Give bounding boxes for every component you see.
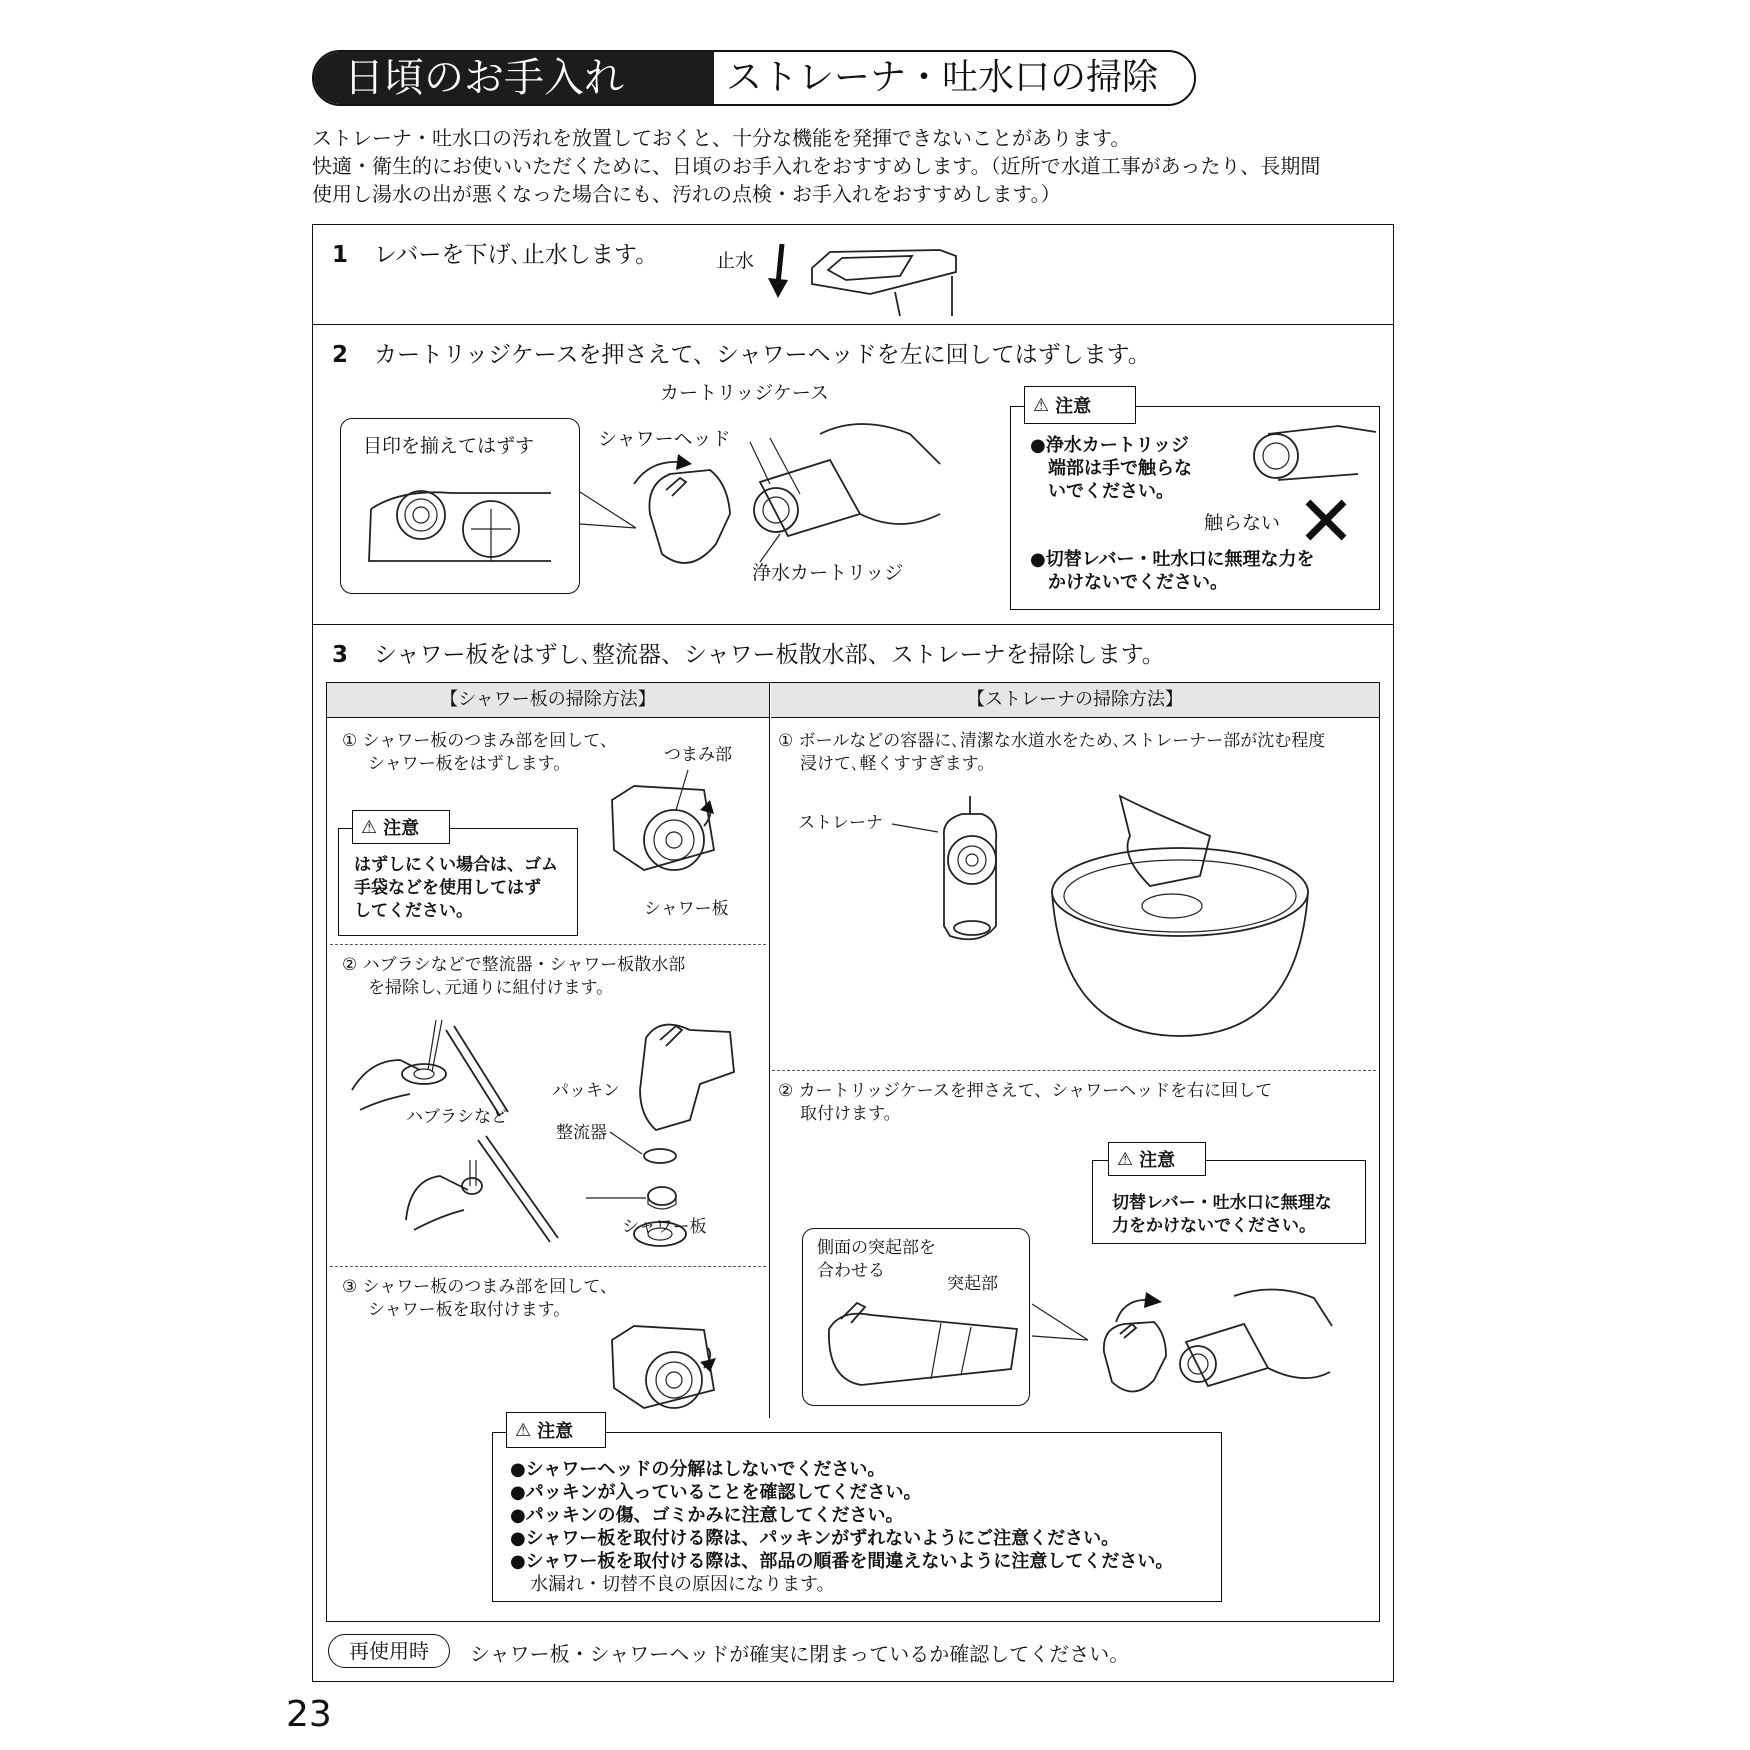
cross-mark-icon: [1304, 498, 1348, 542]
page-title-banner: [312, 50, 1196, 106]
caution-title: 注意: [1055, 396, 1092, 417]
step-number: 1: [332, 242, 349, 268]
cartridge-end-icon: [1248, 424, 1378, 484]
caution-title: 注意: [383, 818, 420, 839]
align-marks-callout: [340, 418, 580, 594]
shower-plate-label: シャワー板: [644, 899, 729, 919]
stop-water-label: 止水: [716, 250, 755, 272]
caution-line: 力をかけないでください。: [1112, 1216, 1316, 1236]
rectifier-label: 整流器: [556, 1123, 607, 1143]
callout-text: [817, 1237, 936, 1283]
dashed-divider: [330, 944, 766, 945]
caution-line: ●浄水カートリッジ: [1030, 435, 1189, 456]
strainer-rinse-bowl-illustration: [890, 796, 1310, 1046]
text-line: 取付けます。: [800, 1104, 901, 1124]
dashed-divider: [330, 1266, 766, 1267]
warning-triangle-icon: ⚠: [1033, 394, 1050, 416]
text-line: シャワー板を取付けます。: [368, 1300, 571, 1320]
title-main: 日頃のお手入れ: [314, 52, 714, 104]
caution-line: 手袋などを使用してはず: [354, 878, 541, 898]
step-number: 3: [332, 642, 349, 668]
caution-line: ●切替レバー・吐水口に無理な力を: [1030, 549, 1315, 570]
caution-line: ●シャワー板を取付ける際は、部品の順番を間違えないように注意してください。: [510, 1551, 1174, 1572]
caution-tab: [1024, 386, 1136, 424]
callout-line: 側面の突起部を: [817, 1238, 936, 1258]
text-line: ② ハブラシなどで整流器・シャワー板散水部: [342, 955, 686, 975]
dashed-divider: [772, 1070, 1376, 1071]
shower-head-closeup-icon: [361, 469, 561, 579]
shower-plate-label: シャワー板: [622, 1217, 707, 1237]
caution-tab: [506, 1412, 606, 1448]
text-line: ② カートリッジケースを押さえて、シャワーヘッドを右に回して: [778, 1081, 1273, 1101]
caution-line: ●パッキンが入っていることを確認してください。: [510, 1482, 922, 1503]
bottom-caution-text: [510, 1458, 1173, 1596]
title-sub: ストレーナ・吐水口の掃除: [726, 57, 1159, 98]
right-step-1: [778, 730, 1325, 776]
caution-text: [1112, 1192, 1332, 1238]
caution-line: ●シャワー板を取付ける際は、パッキンがずれないようにご注意ください。: [510, 1528, 1120, 1549]
shower-head-label: シャワーヘッド: [598, 428, 731, 450]
right-column-header: 【ストレーナの掃除方法】: [771, 683, 1379, 718]
protrusion-label: 突起部: [947, 1274, 998, 1294]
shower-head-removal-illustration: [620, 404, 950, 584]
warning-triangle-icon: ⚠: [1117, 1148, 1134, 1170]
divider: [312, 324, 1394, 325]
caution-text: [1030, 548, 1314, 594]
packing-label: パッキン: [552, 1081, 620, 1101]
step3-text: [332, 636, 1165, 669]
caution-tab: [352, 810, 450, 844]
step-number: 2: [332, 342, 349, 368]
caution-line: ●パッキンの傷、ゴミかみに注意してください。: [510, 1505, 904, 1526]
caution-line: ●シャワーヘッドの分解はしないでください。: [510, 1459, 886, 1480]
shower-head-side-icon: [821, 1299, 1021, 1399]
warning-triangle-icon: ⚠: [515, 1419, 532, 1441]
text-line: を掃除し､元通りに組付けます。: [368, 978, 614, 998]
callout-line: 合わせる: [817, 1261, 885, 1281]
caution-text: [1030, 434, 1192, 503]
caution-title: 注意: [537, 1421, 574, 1442]
knob-label: つまみ部: [664, 745, 732, 765]
caution-line: 端部は手で触らな: [1048, 458, 1192, 479]
shower-head-attach-illustration: [1094, 1272, 1334, 1412]
protrusion-callout: [802, 1228, 1030, 1406]
step-text: カートリッジケースを押さえて、シャワーヘッドを左に回してはずします。: [374, 342, 1151, 368]
right-step-2: [778, 1080, 1272, 1126]
callout-text: 目印を揃えてはずす: [363, 435, 535, 457]
column-divider: [769, 683, 770, 717]
strainer-label: ストレーナ: [798, 813, 883, 833]
text-line: ① ボールなどの容器に､清潔な水道水をため､ストレーナー部が沈む程度: [778, 731, 1326, 751]
text-line: ① シャワー板のつまみ部を回して、: [342, 731, 617, 751]
cartridge-case-label: カートリッジケース: [660, 382, 829, 404]
text-line: シャワー板をはずします。: [368, 754, 571, 774]
page-number: 23: [286, 1694, 332, 1735]
shower-plate-attach-illustration: [604, 1312, 754, 1422]
text-line: ③ シャワー板のつまみ部を回して、: [342, 1277, 617, 1297]
cartridge-label: 浄水カートリッジ: [752, 562, 904, 584]
left-step-2: [342, 954, 685, 1000]
intro-line: 使用し湯水の出が悪くなった場合にも、汚れの点検・お手入れをおすすめします。）: [312, 182, 1061, 206]
caution-tab: [1108, 1142, 1206, 1176]
warning-triangle-icon: ⚠: [361, 816, 378, 838]
left-step-3: [342, 1276, 617, 1322]
caution-line: いでください。: [1048, 481, 1174, 502]
caution-title: 注意: [1139, 1150, 1176, 1171]
caution-line: かけないでください。: [1048, 572, 1228, 593]
faucet-lever-down-illustration: [760, 232, 960, 318]
step-text: シャワー板をはずし､整流器、シャワー板散水部、ストレーナを掃除します。: [374, 642, 1165, 668]
step-text: レバーを下げ､止水します。: [374, 242, 659, 268]
step1-text: [332, 236, 658, 269]
reuse-pill: 再使用時: [328, 1634, 450, 1668]
reuse-text: シャワー板・シャワーヘッドが確実に閉まっているか確認してください。: [470, 1642, 1130, 1666]
caution-line: 切替レバー・吐水口に無理な: [1112, 1193, 1332, 1213]
caution-line: はずしにくい場合は、ゴム: [354, 855, 558, 875]
text-line: 浸けて､軽くすすぎます。: [800, 754, 995, 774]
caution-text: [354, 854, 558, 923]
intro-line: ストレーナ・吐水口の汚れを放置しておくと、十分な機能を発揮できないことがあります。: [312, 126, 1131, 150]
intro-text: [312, 124, 1412, 208]
caution-line: 水漏れ・切替不良の原因になります。: [530, 1574, 835, 1595]
brush-label: ハブラシなど: [406, 1107, 508, 1127]
caution-line: してください。: [354, 901, 473, 921]
left-column-header: 【シャワー板の掃除方法】: [327, 683, 769, 718]
shower-plate-removal-illustration: [604, 770, 754, 890]
divider: [312, 624, 1394, 625]
no-touch-label: 触らない: [1204, 512, 1281, 534]
step2-text: [332, 336, 1151, 369]
left-step-1: [342, 730, 617, 776]
intro-line: 快適・衛生的にお使いいただくために、日頃のお手入れをおすすめします。（近所で水道工事があったり、長期間: [312, 154, 1321, 178]
callout-pointer: [1030, 1296, 1090, 1346]
